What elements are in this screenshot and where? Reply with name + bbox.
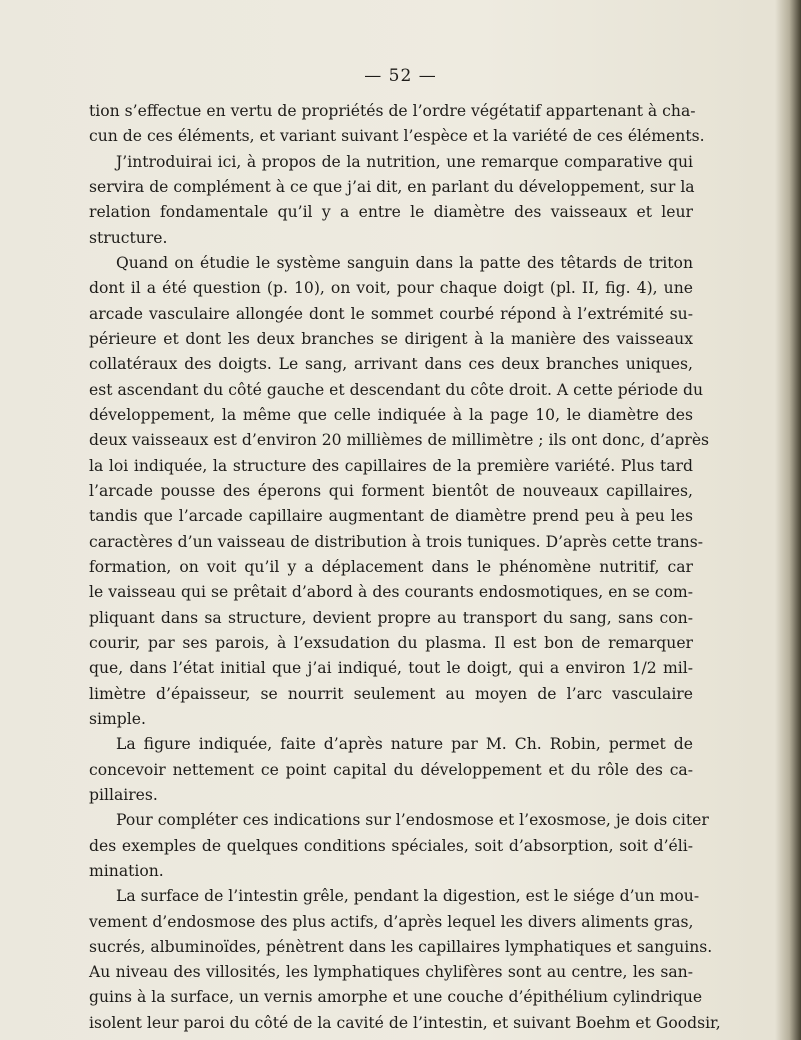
text-line: servira de complément à ce que j’ai dit, en parlant du développement, sur la [89, 177, 695, 196]
text-line: pliquant dans sa structure, devient propre au transport du sang, sans con- [89, 608, 693, 627]
text-line: deux vaisseaux est d’environ 20 millièmes de millimètre ; ils ont donc, d’après [89, 431, 710, 450]
text-line: mination. [89, 861, 164, 880]
text-line: tion s’effectue en vertu de propriétés de l’ordre végétatif appartenant à cha- [89, 102, 696, 120]
text-line: limètre d’épaisseur, se nourrit seulement au moyen de l’arc vasculaire [89, 684, 693, 703]
text-line: périeure et dont les deux branches se dirigent à la manière des vaisseaux [89, 329, 693, 348]
text-line: est ascendant du côté gauche et descendant du côte droit. A cette période du [89, 380, 704, 399]
text-line: isolent leur paroi du côté de la cavité de l’intestin, et suivant Boehm et Goodsir, [89, 1013, 721, 1032]
text-line: concevoir nettement ce point capital du développement et du rôle des ca- [89, 760, 693, 779]
text-line: Pour compléter ces indications sur l’endosmose et l’exosmose, je dois citer [116, 811, 709, 830]
text-line: collatéraux des doigts. Le sang, arrivant dans ces deux branches uniques, [89, 355, 693, 374]
body-text [89, 99, 721, 1036]
text-line: vement d’endosmose des plus actifs, d’après lequel les divers aliments gras, [89, 912, 694, 931]
text-line: la loi indiquée, la structure des capillaires de la première variété. Plus tard [89, 456, 693, 475]
text-line: relation fondamentale qu’il y a entre le diamètre des vaisseaux et leur [89, 203, 693, 222]
text-line: Quand on étudie le système sanguin dans la patte des têtards de triton [116, 253, 693, 272]
text-line: Au niveau des villosités, les lymphatiques chylifères sont au centre, les san- [89, 963, 693, 982]
text-line: cun de ces éléments, et variant suivant l’espèce et la variété de ces éléments. [89, 127, 705, 146]
text-line: guins à la surface, un vernis amorphe et une couche d’épithélium cylindrique [89, 988, 703, 1007]
text-line: J’introduirai ici, à propos de la nutrition, une remarque comparative qui [116, 152, 693, 171]
text-line: le vaisseau qui se prêtait d’abord à des courants endosmotiques, en se com- [89, 583, 693, 602]
text-line: dont il a été question (p. 10), on voit, pour chaque doigt (pl. II, fig. 4), une [89, 279, 693, 298]
text-line: La figure indiquée, faite d’après nature par M. Ch. Robin, permet de [116, 735, 693, 754]
text-line: des exemples de quelques conditions spéciales, soit d’absorption, soit d’éli- [89, 836, 693, 855]
page-number: — 52 — [364, 66, 437, 86]
text-line: développement, la même que celle indiquée à la page 10, le diamètre des [89, 405, 693, 424]
text-line: caractères d’un vaisseau de distribution à trois tuniques. D’après cette trans- [89, 532, 703, 551]
text-line: courir, par ses parois, à l’exsudation du plasma. Il est bon de remarquer [89, 633, 693, 652]
text-line: structure. [89, 228, 168, 247]
text-line: l’arcade pousse des éperons qui forment bientôt de nouveaux capillaires, [89, 481, 693, 500]
text-line: arcade vasculaire allongée dont le sommet courbé répond à l’extrémité su- [89, 304, 693, 323]
text-line: pillaires. [89, 785, 158, 804]
text-line: simple. [89, 709, 146, 728]
text-line: que, dans l’état initial que j’ai indiqué, tout le doigt, qui a environ 1/2 mil- [89, 659, 693, 678]
page-edge-shadow [775, 0, 801, 1040]
text-line: formation, on voit qu’il y a déplacement dans le phénomène nutritif, car [89, 557, 693, 576]
text-line: sucrés, albuminoïdes, pénètrent dans les capillaires lymphatiques et sanguins. [89, 937, 713, 956]
text-line: La surface de l’intestin grêle, pendant la digestion, est le siége d’un mou- [116, 887, 700, 906]
text-line: tandis que l’arcade capillaire augmentant de diamètre prend peu à peu les [89, 507, 693, 526]
